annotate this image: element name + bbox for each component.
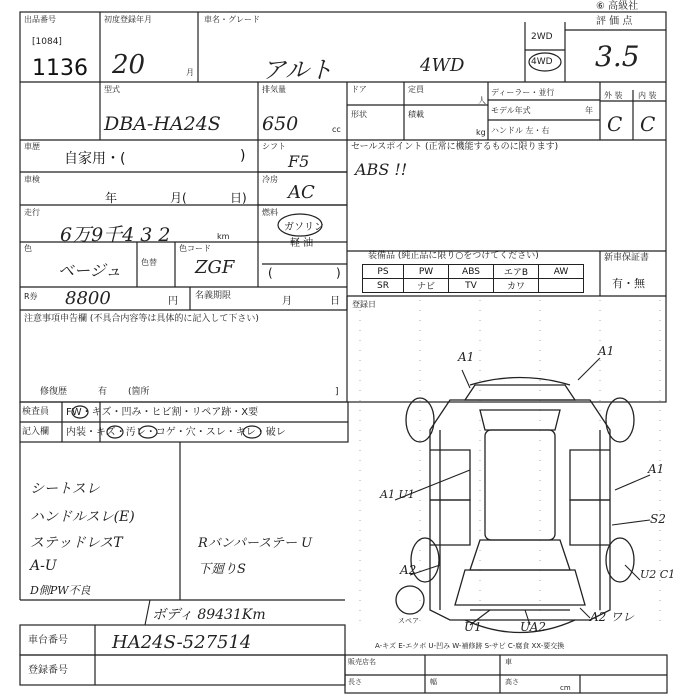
mark-front-center: UA2	[520, 620, 547, 634]
first-reg-year: 20	[112, 50, 146, 80]
fuel-gasoline: ガソリン	[284, 222, 324, 233]
equip-abs: ABS	[449, 265, 494, 279]
first-reg-unit: 月	[186, 68, 194, 77]
recycle-value: 8800	[65, 288, 111, 309]
equip-airbag: エアB	[494, 265, 539, 279]
load-label: 積載	[408, 110, 424, 119]
mileage-value: 6万9千4 3 2	[60, 224, 171, 246]
sales-point-value: ABS !!	[355, 160, 408, 179]
car-name-label: 車名・グレード	[204, 15, 260, 24]
car-diagram	[396, 378, 634, 633]
dealer-label: ディーラー・並行	[491, 88, 555, 97]
load-unit: kg	[476, 128, 486, 137]
mark-front-right: A2 ワレ	[590, 610, 635, 624]
odometer-note: ボディ 89431Km	[152, 607, 266, 623]
interior-label: 内 装	[638, 91, 657, 100]
mileage-label: 走行	[24, 208, 40, 217]
check-row-exterior: FW・キズ・凹み・ヒビ割・リペア跡・X要	[66, 407, 259, 418]
expiry-day: 日	[330, 296, 340, 307]
new-car-value: 有・無	[612, 277, 645, 290]
capacity-unit: 人	[478, 96, 486, 105]
spare-label: スペア	[398, 617, 419, 625]
ac-label: 冷房	[262, 175, 278, 184]
history-value-end: )	[240, 148, 246, 164]
model-value: DBA-HA24S	[104, 113, 221, 135]
lot-number-label: 出品番号	[24, 15, 56, 24]
fuel-paren-open: (	[268, 266, 273, 280]
note-2: ハンドルスレ(E)	[30, 509, 135, 525]
exterior-label: 外 装	[604, 91, 623, 100]
interior-grade: C	[640, 112, 656, 136]
mark-rear-bumper: A1	[458, 350, 475, 364]
capacity-label: 定員	[408, 85, 424, 94]
equip-leather: カワ	[494, 279, 539, 293]
note-bumper: Rバンパーステー U	[198, 536, 313, 551]
shift-label: シフト	[262, 142, 286, 151]
mark-rear-right: A1	[598, 344, 615, 358]
company-mark: ⑥ 高級社	[596, 1, 639, 12]
length-label: 長さ	[348, 678, 362, 686]
score-label: 評 価 点	[596, 16, 633, 27]
damage-legend: A-キズ E-エクボ U-凹み W-補修跡 S-サビ C-腐食 XX-要交換	[375, 642, 565, 650]
chassis-label: 車台番号	[28, 635, 68, 646]
fuel-paren-close: )	[336, 266, 341, 280]
color-code-value: ZGF	[195, 257, 235, 278]
height-label: 高さ	[505, 678, 519, 686]
mark-right-rust: S2	[650, 512, 666, 526]
record-label: 記入欄	[22, 427, 50, 437]
lot-sub-number: [1084]	[32, 37, 62, 47]
repair-place-label: (箇所	[128, 387, 150, 397]
equipment-table	[362, 264, 584, 293]
mark-right-front: U2 C1	[640, 568, 676, 581]
note-4: A-U	[30, 558, 57, 574]
equip-ps: PS	[363, 265, 404, 279]
mileage-unit: km	[217, 232, 230, 241]
equip-empty	[539, 279, 584, 293]
sales-point-label: セールスポイント (正常に機能するものに限ります)	[351, 142, 559, 152]
equip-navi: ナビ	[404, 279, 449, 293]
exterior-grade: C	[607, 112, 623, 136]
color-value: ベージュ	[58, 261, 122, 280]
repair-history-label: 修復歴	[40, 387, 68, 397]
mark-front-left: U1	[464, 620, 482, 634]
first-reg-label: 初度登録年月	[104, 15, 152, 24]
displacement-value: 650	[262, 113, 299, 135]
history-value: 自家用・(	[64, 151, 126, 167]
shift-value: F5	[288, 152, 310, 171]
model-year-unit: 年	[585, 106, 593, 115]
mark-left-door: A1 U1	[380, 488, 415, 501]
code-label: 車	[505, 658, 512, 666]
mark-right-door: A1	[648, 462, 665, 476]
expiry-label: 名義期限	[195, 291, 232, 301]
color-label: 色	[24, 244, 32, 253]
shape-label: 形状	[351, 110, 367, 119]
inspection-day: 日)	[230, 191, 247, 205]
repair-end: ]	[335, 387, 339, 397]
new-car-label: 新車保証書	[604, 253, 650, 263]
model-year-label: モデル年式	[491, 106, 531, 115]
score-value: 3.5	[595, 40, 640, 73]
register-date-label: 登録日	[352, 300, 376, 309]
color-replace-label: 色替	[141, 258, 157, 267]
dealer-name-label: 販売店名	[348, 658, 376, 666]
handle-label: ハンドル 左・右	[491, 126, 550, 135]
inspector-label: 検査員	[22, 407, 50, 417]
notes-label: 注意事項申告欄 (不具合内容等は具体的に記入して下さい)	[24, 314, 259, 324]
model-label: 型式	[104, 85, 120, 94]
drive-handwritten: 4WD	[420, 55, 465, 76]
check-row-interior: 内装・キズ・汚レ・コゲ・穴・スレ・キレ・破レ	[66, 427, 286, 438]
lot-number: 1136	[32, 56, 88, 81]
drive-2wd: 2WD	[531, 32, 553, 42]
inspection-month: 月(	[170, 191, 187, 205]
color-code-label: 色コード	[179, 244, 211, 253]
note-rear: 下廻りS	[198, 562, 246, 577]
recycle-unit: 円	[168, 296, 178, 307]
drive-4wd: 4WD	[531, 57, 553, 67]
inspection-year: 年	[105, 191, 118, 205]
expiry-month: 月	[282, 296, 292, 307]
width-label: 幅	[430, 678, 437, 686]
registration-number-label: 登録番号	[28, 665, 68, 676]
history-label: 車歴	[24, 142, 40, 151]
equip-tv: TV	[449, 279, 494, 293]
note-5: D側PW不良	[30, 584, 91, 597]
equip-sr: SR	[363, 279, 404, 293]
fuel-diesel: 軽 油	[290, 238, 314, 249]
inspection-label: 車検	[24, 175, 40, 184]
mark-left-front: A2	[400, 563, 417, 577]
equipment-label: 装備品 (純正品に限り○をつけてください)	[368, 251, 539, 261]
cm-unit: cm	[560, 684, 571, 692]
repair-history-value: 有	[98, 387, 108, 397]
car-name: アルト	[262, 56, 334, 84]
ac-value: AC	[288, 182, 315, 203]
recycle-label: R券	[24, 292, 38, 301]
fuel-label: 燃料	[262, 208, 278, 217]
note-3: ステッドレスT	[30, 535, 123, 551]
displacement-label: 排気量	[262, 85, 286, 94]
note-1: シートスレ	[30, 481, 100, 497]
chassis-value: HA24S-527514	[112, 632, 252, 653]
equip-pw: PW	[404, 265, 449, 279]
displacement-unit: cc	[332, 125, 341, 134]
equip-aw: AW	[539, 265, 584, 279]
door-label: ドア	[351, 85, 367, 94]
